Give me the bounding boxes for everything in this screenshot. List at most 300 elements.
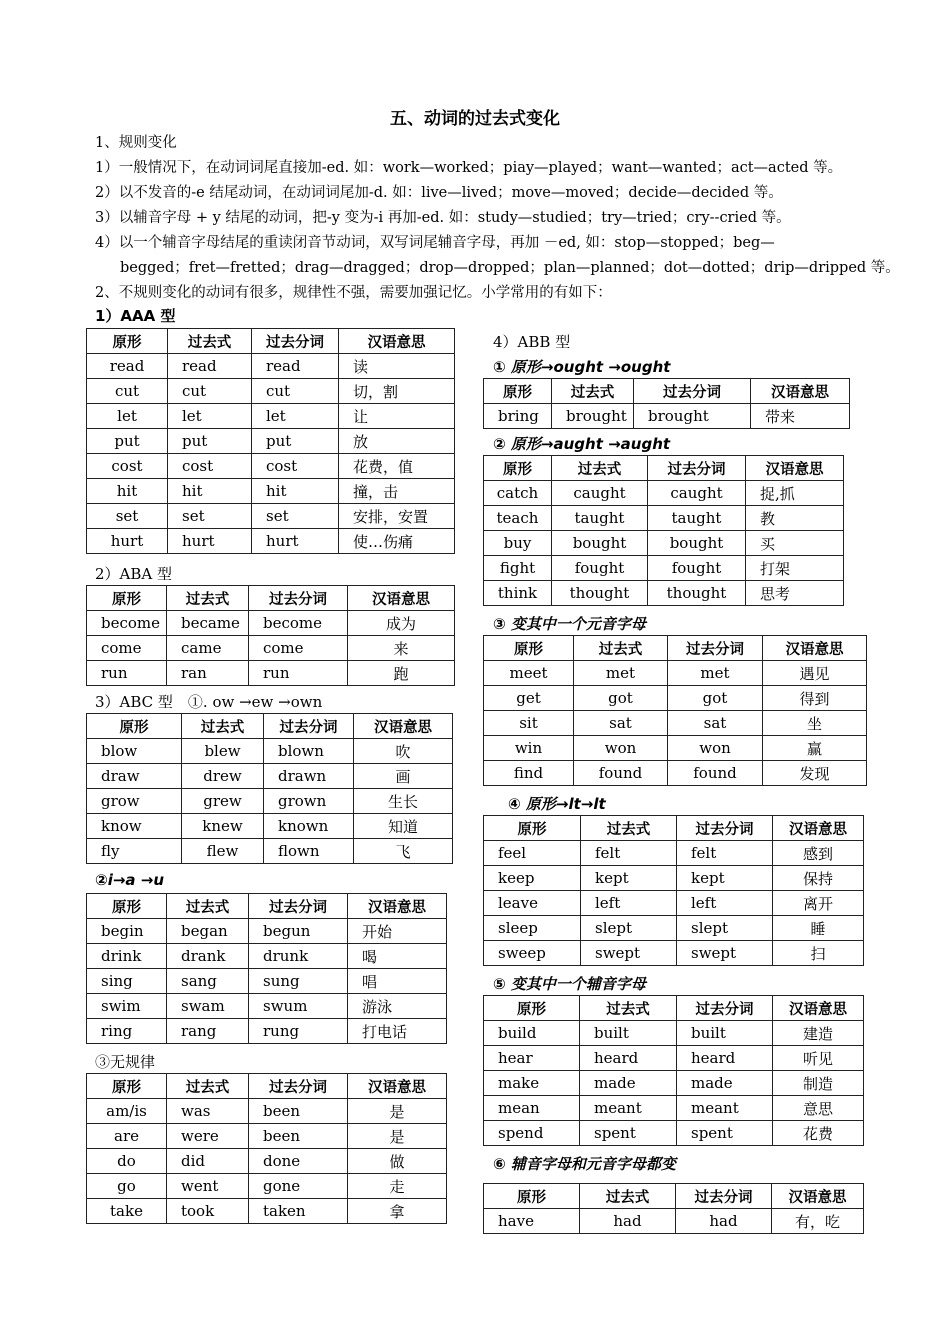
column-header: 过去分词 (677, 816, 773, 841)
table-cell: drew (182, 764, 264, 789)
table-cell: 花费 (773, 1121, 864, 1146)
table-cell: 做 (348, 1149, 447, 1174)
table-cell: grown (264, 789, 354, 814)
rule-4-line1: 4）以一个辅音字母结尾的重读闭音节动词，双写词尾辅音字母，再加 －ed, 如：stop—stopped；beg— (95, 235, 775, 251)
column-header: 过去式 (167, 1074, 249, 1099)
table-cell: know (87, 814, 182, 839)
table-cell: let (87, 404, 168, 429)
table-row (87, 739, 453, 764)
table-row (87, 354, 455, 379)
column-header: 过去分词 (249, 1074, 348, 1099)
column-header: 原形 (87, 714, 182, 739)
table-cell: are (87, 1124, 167, 1149)
table-abb-both (483, 1183, 864, 1234)
table-cell: 切，割 (339, 379, 455, 404)
column-header: 汉语意思 (773, 996, 864, 1021)
column-header: 汉语意思 (746, 456, 844, 481)
column-header: 过去分词 (249, 894, 348, 919)
table-cell: sat (574, 711, 668, 736)
table-row (87, 504, 455, 529)
table-cell: 游泳 (348, 994, 447, 1019)
table-cell: am/is (87, 1099, 167, 1124)
header-row (484, 1184, 864, 1209)
table-cell: have (484, 1209, 580, 1234)
table-cell: 得到 (763, 686, 867, 711)
table-abc-i-a-u (86, 893, 447, 1044)
table-cell: 扫 (773, 941, 864, 966)
table-cell: set (252, 504, 339, 529)
table-cell: 感到 (773, 841, 864, 866)
table-cell: made (677, 1071, 773, 1096)
table-cell: 建造 (773, 1021, 864, 1046)
table-row (484, 1121, 864, 1146)
table-cell: slept (677, 916, 773, 941)
column-header: 原形 (484, 996, 580, 1021)
table-abb-vowel (483, 635, 867, 786)
table-cell: fly (87, 839, 182, 864)
column-header: 原形 (484, 816, 581, 841)
table-cell: hit (87, 479, 168, 504)
table-cell: built (677, 1021, 773, 1046)
table-cell: flew (182, 839, 264, 864)
table-cell: swum (249, 994, 348, 1019)
column-header: 汉语意思 (348, 1074, 447, 1099)
table-cell: flown (264, 839, 354, 864)
table-cell: keep (484, 866, 581, 891)
table-cell: 走 (348, 1174, 447, 1199)
table-row (87, 1124, 447, 1149)
table-cell: blow (87, 739, 182, 764)
table-cell: met (668, 661, 763, 686)
table-cell: found (668, 761, 763, 786)
header-row (87, 1074, 447, 1099)
table-cell: 成为 (348, 611, 455, 636)
section-abb-lt: ④ 原形→lt→lt (508, 795, 606, 813)
section-aba: 2）ABA 型 (95, 565, 172, 583)
column-header: 过去式 (552, 379, 634, 404)
header-row (87, 894, 447, 919)
column-header: 过去分词 (252, 329, 339, 354)
table-row (484, 916, 864, 941)
table-cell: blew (182, 739, 264, 764)
column-header: 原形 (484, 379, 552, 404)
table-cell: blown (264, 739, 354, 764)
table-cell: 吹 (354, 739, 453, 764)
table-row (87, 1174, 447, 1199)
table-cell: make (484, 1071, 580, 1096)
table-cell: felt (581, 841, 677, 866)
table-row (484, 1096, 864, 1121)
table-cell: kept (677, 866, 773, 891)
table-cell: hurt (87, 529, 168, 554)
column-header: 汉语意思 (354, 714, 453, 739)
section-abc: 3）ABC 型 ①. ow →ew →own (95, 693, 323, 711)
column-header: 过去式 (580, 996, 677, 1021)
rule-1: 1）一般情况下，在动词词尾直接加-ed. 如：work—worked；piay—played；want—wanted；act—acted 等。 (95, 160, 843, 176)
table-cell: catch (484, 481, 552, 506)
table-row (87, 969, 447, 994)
table-cell: taken (249, 1199, 348, 1224)
column-header: 汉语意思 (763, 636, 867, 661)
table-row (484, 531, 844, 556)
table-cell: 跑 (348, 661, 455, 686)
table-cell: made (580, 1071, 677, 1096)
table-cell: rang (167, 1019, 249, 1044)
table-cell: 赢 (763, 736, 867, 761)
table-cell: 听见 (773, 1046, 864, 1071)
section-abb-both: ⑥ 辅音字母和元音字母都变 (493, 1155, 676, 1173)
column-header: 过去分词 (634, 379, 751, 404)
table-cell: 飞 (354, 839, 453, 864)
table-row (484, 506, 844, 531)
column-header: 原形 (484, 456, 552, 481)
table-cell: heard (580, 1046, 677, 1071)
table-row (87, 919, 447, 944)
table-row (484, 736, 867, 761)
table-abc-ow (86, 713, 453, 864)
table-cell: took (167, 1199, 249, 1224)
table-cell: sung (249, 969, 348, 994)
column-header: 原形 (87, 586, 167, 611)
table-cell: find (484, 761, 574, 786)
table-row (484, 581, 844, 606)
table-cell: bought (648, 531, 746, 556)
table-cell: 唱 (348, 969, 447, 994)
header-row (87, 586, 455, 611)
table-cell: fought (552, 556, 648, 581)
table-cell: 放 (339, 429, 455, 454)
table-cell: 带来 (751, 404, 850, 429)
table-row (87, 839, 453, 864)
table-cell: hit (252, 479, 339, 504)
page-title: 五、动词的过去式变化 (390, 109, 560, 129)
table-cell: kept (581, 866, 677, 891)
table-cell: meant (580, 1096, 677, 1121)
column-header: 过去分词 (676, 1184, 772, 1209)
table-abc-irregular (86, 1073, 447, 1224)
table-cell: left (677, 891, 773, 916)
column-header: 汉语意思 (339, 329, 455, 354)
table-cell: drawn (264, 764, 354, 789)
table-row (87, 529, 455, 554)
table-cell: spent (677, 1121, 773, 1146)
table-cell: put (252, 429, 339, 454)
table-cell: 是 (348, 1124, 447, 1149)
table-cell: met (574, 661, 668, 686)
table-cell: buy (484, 531, 552, 556)
section-abb-ought: ① 原形→ought →ought (493, 358, 671, 376)
column-header: 过去式 (168, 329, 252, 354)
table-cell: sang (167, 969, 249, 994)
table-row (87, 611, 455, 636)
column-header: 汉语意思 (348, 894, 447, 919)
table-row (87, 814, 453, 839)
column-header: 原形 (484, 636, 574, 661)
table-cell: were (167, 1124, 249, 1149)
table-cell: read (252, 354, 339, 379)
table-cell: read (168, 354, 252, 379)
table-row (87, 479, 455, 504)
table-cell: hit (168, 479, 252, 504)
column-header: 过去式 (581, 816, 677, 841)
table-cell: taught (648, 506, 746, 531)
table-cell: gone (249, 1174, 348, 1199)
table-cell: set (87, 504, 168, 529)
column-header: 汉语意思 (348, 586, 455, 611)
header-row (484, 379, 850, 404)
rule-4-line2: begged；fret—fretted；drag—dragged；drop—dropped；plan—planned；dot—dotted；drip—dripped 等。 (120, 260, 900, 276)
table-cell: sat (668, 711, 763, 736)
table-row (484, 481, 844, 506)
column-header: 过去分词 (668, 636, 763, 661)
table-cell: got (668, 686, 763, 711)
table-cell: swim (87, 994, 167, 1019)
table-cell: heard (677, 1046, 773, 1071)
table-cell: swept (581, 941, 677, 966)
table-cell: take (87, 1199, 167, 1224)
table-cell: cost (87, 454, 168, 479)
column-header: 过去式 (167, 894, 249, 919)
table-cell: let (252, 404, 339, 429)
table-cell: 打架 (746, 556, 844, 581)
table-cell: caught (648, 481, 746, 506)
table-cell: mean (484, 1096, 580, 1121)
table-row (484, 556, 844, 581)
table-cell: grew (182, 789, 264, 814)
table-cell: fought (648, 556, 746, 581)
header-row (87, 329, 455, 354)
table-cell: 来 (348, 636, 455, 661)
table-cell: 生长 (354, 789, 453, 814)
table-cell: set (168, 504, 252, 529)
column-header: 原形 (87, 894, 167, 919)
rule-2: 2）以不发音的-e 结尾动词，在动词词尾加-d. 如：live—lived；move—moved；decide—decided 等。 (95, 185, 783, 201)
table-cell: 打电话 (348, 1019, 447, 1044)
table-abb-lt (483, 815, 864, 966)
header-row (484, 456, 844, 481)
table-cell: found (574, 761, 668, 786)
table-cell: go (87, 1174, 167, 1199)
table-cell: come (249, 636, 348, 661)
table-cell: got (574, 686, 668, 711)
table-row (484, 761, 867, 786)
table-cell: sleep (484, 916, 581, 941)
table-cell: get (484, 686, 574, 711)
table-cell: went (167, 1174, 249, 1199)
table-row (87, 1199, 447, 1224)
section-abb-consonant: ⑤ 变其中一个辅音字母 (493, 975, 646, 993)
table-row (484, 686, 867, 711)
table-row (87, 1149, 447, 1174)
table-aba (86, 585, 455, 686)
rule-3: 3）以辅音字母 + y 结尾的动词，把-y 变为-i 再加-ed. 如：study—studied；try—tried；cry--cried 等。 (95, 210, 791, 226)
table-cell: 安排，安置 (339, 504, 455, 529)
header-row (87, 714, 453, 739)
table-cell: bring (484, 404, 552, 429)
table-cell: let (168, 404, 252, 429)
table-row (484, 661, 867, 686)
table-cell: put (87, 429, 168, 454)
table-cell: read (87, 354, 168, 379)
table-row (484, 404, 850, 429)
table-cell: 撞，击 (339, 479, 455, 504)
table-cell: been (249, 1124, 348, 1149)
table-cell: thought (552, 581, 648, 606)
table-cell: taught (552, 506, 648, 531)
section-abb-aught: ② 原形→aught →aught (493, 435, 671, 453)
column-header: 过去分词 (677, 996, 773, 1021)
table-cell: cost (252, 454, 339, 479)
column-header: 过去式 (574, 636, 668, 661)
table-row (484, 941, 864, 966)
table-row (87, 1019, 447, 1044)
table-cell: 制造 (773, 1071, 864, 1096)
table-cell: swept (677, 941, 773, 966)
table-cell: begin (87, 919, 167, 944)
table-row (484, 1209, 864, 1234)
table-cell: sweep (484, 941, 581, 966)
table-cell: 买 (746, 531, 844, 556)
table-cell: built (580, 1021, 677, 1046)
table-cell: hear (484, 1046, 580, 1071)
table-cell: swam (167, 994, 249, 1019)
table-row (87, 1099, 447, 1124)
column-header: 过去分词 (648, 456, 746, 481)
table-row (87, 994, 447, 1019)
table-cell: caught (552, 481, 648, 506)
table-cell: do (87, 1149, 167, 1174)
table-row (484, 711, 867, 736)
table-cell: run (87, 661, 167, 686)
table-cell: 画 (354, 764, 453, 789)
table-cell: came (167, 636, 249, 661)
table-cell: 知道 (354, 814, 453, 839)
column-header: 过去式 (182, 714, 264, 739)
table-cell: bought (552, 531, 648, 556)
column-header: 过去分词 (264, 714, 354, 739)
table-cell: won (668, 736, 763, 761)
table-abb-consonant (483, 995, 864, 1146)
table-cell: come (87, 636, 167, 661)
table-cell: was (167, 1099, 249, 1124)
table-cell: 花费，值 (339, 454, 455, 479)
table-row (484, 1046, 864, 1071)
table-aaa (86, 328, 455, 554)
column-header: 汉语意思 (773, 816, 864, 841)
table-cell: 发现 (763, 761, 867, 786)
table-cell: teach (484, 506, 552, 531)
table-cell: 开始 (348, 919, 447, 944)
table-cell: 拿 (348, 1199, 447, 1224)
table-cell: done (249, 1149, 348, 1174)
column-header: 原形 (87, 329, 168, 354)
table-cell: 坐 (763, 711, 867, 736)
table-cell: known (264, 814, 354, 839)
table-cell: 意思 (773, 1096, 864, 1121)
table-abb-ought (483, 378, 850, 429)
column-header: 原形 (484, 1184, 580, 1209)
table-cell: did (167, 1149, 249, 1174)
table-row (87, 429, 455, 454)
table-cell: left (581, 891, 677, 916)
table-cell: spent (580, 1121, 677, 1146)
header-row (484, 816, 864, 841)
table-cell: 思考 (746, 581, 844, 606)
table-row (87, 944, 447, 969)
table-cell: sit (484, 711, 574, 736)
table-cell: run (249, 661, 348, 686)
table-cell: become (87, 611, 167, 636)
table-cell: 教 (746, 506, 844, 531)
table-abb-aught (483, 455, 844, 606)
header-row (484, 996, 864, 1021)
table-cell: build (484, 1021, 580, 1046)
table-cell: feel (484, 841, 581, 866)
table-cell: brought (552, 404, 634, 429)
table-cell: hurt (252, 529, 339, 554)
table-row (87, 789, 453, 814)
column-header: 过去式 (167, 586, 249, 611)
table-cell: 离开 (773, 891, 864, 916)
header-row (484, 636, 867, 661)
rules-heading: 1、规则变化 (95, 135, 177, 151)
table-cell: became (167, 611, 249, 636)
section-abb-vowel: ③ 变其中一个元音字母 (493, 615, 646, 633)
table-cell: drink (87, 944, 167, 969)
table-cell: 读 (339, 354, 455, 379)
table-row (87, 636, 455, 661)
table-cell: 是 (348, 1099, 447, 1124)
table-cell: thought (648, 581, 746, 606)
table-row (484, 866, 864, 891)
table-cell: cost (168, 454, 252, 479)
table-cell: become (249, 611, 348, 636)
table-cell: begun (249, 919, 348, 944)
column-header: 过去式 (552, 456, 648, 481)
table-cell: felt (677, 841, 773, 866)
table-cell: 睡 (773, 916, 864, 941)
column-header: 过去式 (580, 1184, 676, 1209)
table-cell: knew (182, 814, 264, 839)
section-aaa: 1）AAA 型 (95, 307, 176, 325)
table-cell: cut (252, 379, 339, 404)
table-cell: rung (249, 1019, 348, 1044)
table-cell: 保持 (773, 866, 864, 891)
table-row (484, 841, 864, 866)
table-cell: put (168, 429, 252, 454)
table-cell: 喝 (348, 944, 447, 969)
table-cell: 让 (339, 404, 455, 429)
table-cell: had (580, 1209, 676, 1234)
table-cell: think (484, 581, 552, 606)
table-cell: cut (87, 379, 168, 404)
table-row (87, 379, 455, 404)
table-cell: hurt (168, 529, 252, 554)
table-row (484, 891, 864, 916)
table-cell: brought (634, 404, 751, 429)
table-cell: draw (87, 764, 182, 789)
table-row (87, 404, 455, 429)
section-abc-i-a-u: ②i→a →u (95, 871, 165, 889)
table-cell: won (574, 736, 668, 761)
table-cell: fight (484, 556, 552, 581)
table-cell: drunk (249, 944, 348, 969)
table-cell: grow (87, 789, 182, 814)
section-abb: 4）ABB 型 (493, 333, 571, 351)
column-header: 汉语意思 (751, 379, 850, 404)
table-cell: cut (168, 379, 252, 404)
table-cell: 遇见 (763, 661, 867, 686)
